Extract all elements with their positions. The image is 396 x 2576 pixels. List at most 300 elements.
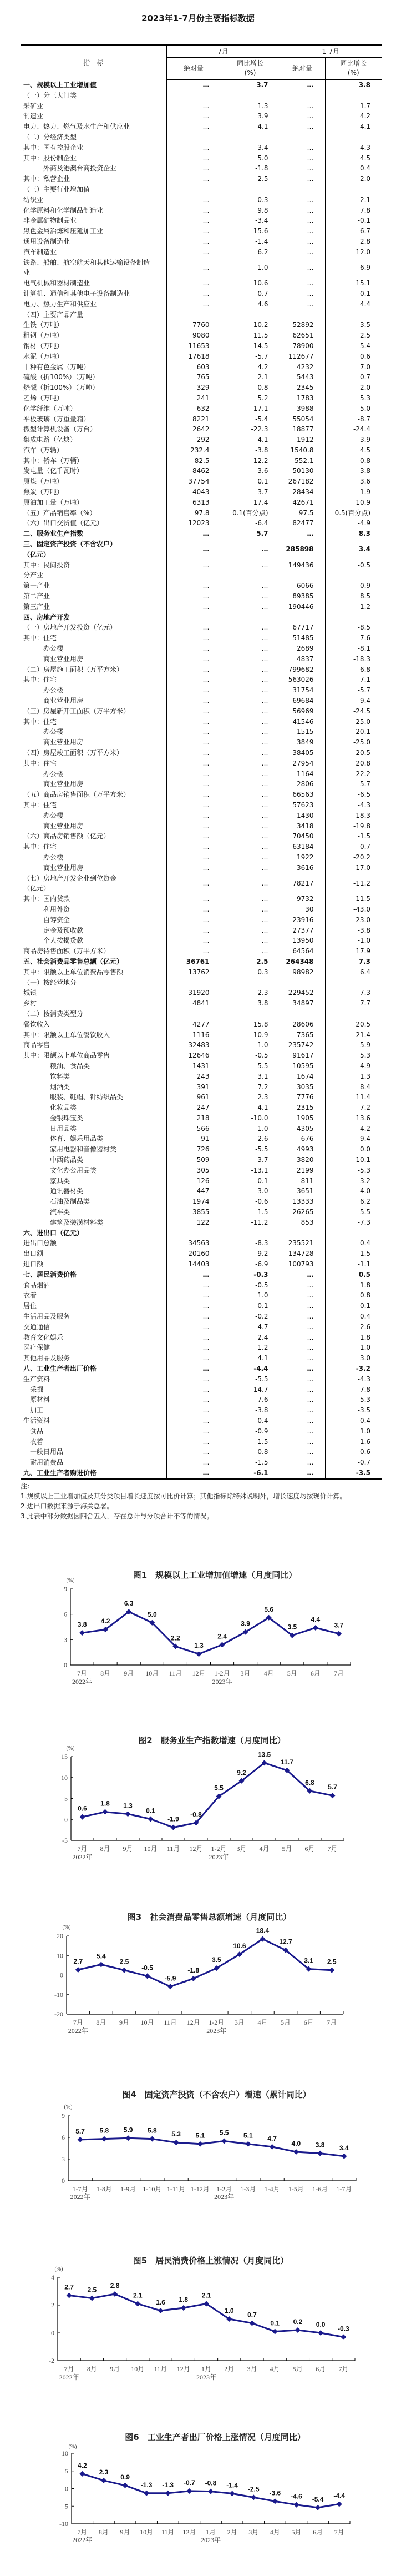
- data-label: 2.1: [201, 2291, 211, 2300]
- cum-absolute: …: [280, 226, 325, 237]
- data-label: 5.5: [219, 2129, 229, 2137]
- row-label: 其中：限额以上单位商品零售: [23, 1051, 110, 1060]
- month-yoy: 10.2: [221, 320, 280, 330]
- row-label: 商品房待售面积（万平方米）: [23, 947, 110, 955]
- table-row: [21, 1364, 382, 1374]
- x-tick-label: 7月: [327, 2019, 337, 2026]
- month-yoy: 2.5: [221, 957, 280, 967]
- row-label: 十种有色金属（万吨）: [23, 363, 90, 371]
- y-axis-unit: (%): [54, 2266, 63, 2272]
- data-point-marker: [145, 1973, 150, 1979]
- month-yoy: 4.6: [221, 299, 280, 310]
- row-label: 通用设备制造业: [23, 237, 70, 245]
- row-label: 办公楼: [23, 686, 64, 695]
- row-label: （一）分三大门类: [23, 91, 77, 99]
- x-tick-label: 11月: [161, 2528, 175, 2536]
- month-yoy: …: [221, 737, 280, 748]
- table-row: [21, 1124, 382, 1134]
- cum-absolute: …: [280, 1364, 325, 1374]
- x-tick-label: 4月: [270, 2365, 280, 2373]
- x-tick-label: 7月: [333, 1669, 344, 1677]
- month-yoy: -5.5: [221, 1144, 280, 1155]
- table-row: [21, 1155, 382, 1165]
- row-label: 家具类: [23, 1176, 70, 1185]
- row-label: 一般日用品: [23, 1448, 64, 1456]
- month-yoy: …: [221, 831, 280, 842]
- month-absolute: …: [166, 1447, 221, 1457]
- cum-absolute: …: [280, 143, 325, 153]
- data-label: -0.8: [205, 2479, 217, 2487]
- data-label: 2.5: [87, 2286, 97, 2294]
- cum-yoy: 20.5: [325, 1019, 382, 1030]
- month-absolute: [166, 90, 221, 101]
- cum-absolute: 4232: [280, 362, 325, 373]
- page-title: 2023年1-7月份主要指标数据: [141, 13, 255, 23]
- cum-absolute: …: [280, 79, 325, 90]
- cum-yoy: 0.7: [325, 372, 382, 383]
- month-absolute: …: [166, 831, 221, 842]
- row-label: 食品烟酒: [23, 1281, 50, 1289]
- month-absolute: …: [166, 748, 221, 758]
- cum-absolute: 7776: [280, 1092, 325, 1103]
- y-tick-label: 20: [57, 1932, 63, 1940]
- row-label: 乡村: [23, 999, 37, 1008]
- data-point-marker: [98, 1961, 104, 1967]
- data-label: 1.6: [156, 2298, 165, 2306]
- data-label: 5.1: [195, 2131, 205, 2140]
- row-label: 采矿业: [23, 102, 44, 110]
- data-label: 6.8: [305, 1778, 314, 1787]
- month-absolute: …: [166, 101, 221, 112]
- month-yoy: 1.0: [221, 1040, 280, 1050]
- series-line: [78, 1939, 332, 1987]
- cum-absolute: …: [280, 299, 325, 310]
- cum-absolute: …: [280, 1311, 325, 1322]
- month-yoy: …: [221, 622, 280, 633]
- cum-absolute: 799682: [280, 665, 325, 675]
- month-yoy: …: [221, 789, 280, 800]
- cum-absolute: 3849: [280, 737, 325, 748]
- row-label: 其中：股份制企业: [23, 154, 77, 162]
- cum-yoy: 0.6: [325, 351, 382, 362]
- cum-yoy: 8.5: [325, 591, 382, 602]
- month-yoy: 7.2: [221, 1082, 280, 1093]
- cum-yoy: [325, 184, 382, 195]
- data-label: 10.6: [233, 1942, 246, 1950]
- cum-yoy: -2.6: [325, 1322, 382, 1332]
- cum-absolute: [280, 1009, 325, 1019]
- x-tick-label: 5月: [292, 2365, 303, 2373]
- table-row: [21, 1082, 382, 1093]
- cum-absolute: 41546: [280, 717, 325, 727]
- data-point-marker: [79, 1630, 85, 1636]
- data-label: 6.3: [124, 1599, 134, 1608]
- row-label: （五）产品销售率（%）: [23, 509, 97, 517]
- cum-yoy: [325, 570, 382, 581]
- month-yoy: 3.8: [221, 998, 280, 1009]
- table-row: [21, 769, 382, 779]
- x-tick-label: 8月: [100, 1669, 111, 1677]
- month-absolute: 14403: [166, 1259, 221, 1270]
- month-yoy: 4.1: [221, 1353, 280, 1364]
- row-label: 微型计算机设备（万台）: [23, 425, 97, 434]
- cum-absolute: [280, 90, 325, 101]
- cum-yoy: 1.9: [325, 487, 382, 497]
- x-tick-label: 5月: [282, 1845, 292, 1853]
- cum-yoy: -43.0: [325, 904, 382, 915]
- month-absolute: 17618: [166, 351, 221, 362]
- cum-yoy: 5.3: [325, 1050, 382, 1061]
- month-absolute: 91: [166, 1134, 221, 1144]
- month-absolute: 3855: [166, 1207, 221, 1217]
- month-yoy: -0.4: [221, 1416, 280, 1426]
- month-absolute: …: [166, 935, 221, 946]
- x-tick-label: 9月: [120, 2528, 130, 2536]
- row-label: 定金及预收款: [23, 926, 84, 934]
- month-absolute: …: [166, 215, 221, 226]
- data-label: 0.2: [293, 2318, 303, 2326]
- month-yoy: -5.5: [221, 1374, 280, 1385]
- row-label: 其中：限额以上单位消费品零售额: [23, 968, 124, 976]
- x-tick-label: 7月: [327, 1845, 338, 1853]
- month-yoy: -0.3: [221, 195, 280, 205]
- cum-yoy: 21.4: [325, 1030, 382, 1040]
- table-row: [21, 258, 382, 279]
- month-absolute: …: [166, 675, 221, 685]
- month-absolute: …: [166, 1374, 221, 1385]
- cum-yoy: 4.1: [325, 122, 382, 132]
- month-yoy: 6.2: [221, 247, 280, 258]
- data-label: -4.4: [333, 2492, 346, 2500]
- y-tick-label: 0: [51, 2329, 54, 2337]
- month-absolute: …: [166, 163, 221, 174]
- x-tick-label: 12月: [176, 2365, 190, 2373]
- row-label: 三、固定资产投资（不含农户） （亿元）: [23, 540, 117, 559]
- month-absolute: …: [166, 1364, 221, 1374]
- table-row: [21, 518, 382, 529]
- cum-yoy: -24.4: [325, 424, 382, 435]
- table-row: [21, 717, 382, 727]
- cum-yoy: [325, 1009, 382, 1019]
- cum-yoy: 9.4: [325, 1134, 382, 1144]
- cum-absolute: …: [280, 101, 325, 112]
- table-row: [21, 800, 382, 811]
- data-label: 5.8: [148, 2126, 157, 2135]
- table-row: [21, 591, 382, 602]
- cum-yoy: -20.2: [325, 852, 382, 863]
- table-row: [21, 1207, 382, 1217]
- row-label: 个人按揭贷款: [23, 937, 84, 945]
- month-absolute: …: [166, 685, 221, 696]
- data-label: -0.5: [141, 1964, 153, 1972]
- table-row: [21, 205, 382, 216]
- row-label: （四）主要产品产量: [23, 310, 84, 319]
- month-yoy: -3.4: [221, 215, 280, 226]
- month-yoy: …: [221, 643, 280, 654]
- x-tick-label: 1-8月: [96, 2185, 112, 2193]
- table-row: [21, 215, 382, 226]
- table-row: [21, 404, 382, 414]
- month-absolute: …: [166, 821, 221, 832]
- cum-yoy: -5.3: [325, 1395, 382, 1405]
- month-absolute: …: [166, 1468, 221, 1479]
- month-yoy: …: [221, 727, 280, 737]
- cum-absolute: …: [280, 153, 325, 164]
- month-absolute: …: [166, 1270, 221, 1280]
- month-absolute: …: [166, 717, 221, 727]
- x-tick-label: 1-4月: [264, 2185, 280, 2193]
- header-cumulative: 1-7月: [280, 45, 382, 58]
- month-absolute: 218: [166, 1113, 221, 1124]
- table-row: [21, 957, 382, 967]
- y-axis-unit: (%): [68, 2444, 77, 2450]
- month-absolute: 292: [166, 435, 221, 445]
- row-label: 生产资料: [23, 1375, 50, 1383]
- cum-absolute: 4993: [280, 1144, 325, 1155]
- month-absolute: 4841: [166, 998, 221, 1009]
- row-label: 商业营业用房: [23, 863, 84, 872]
- data-point-marker: [144, 2491, 149, 2496]
- year-label: 2023年: [196, 2373, 217, 2381]
- x-tick-label: 12月: [182, 2528, 196, 2536]
- data-label: 2.7: [73, 1957, 83, 1965]
- cum-absolute: …: [280, 1395, 325, 1405]
- month-absolute: 7760: [166, 320, 221, 330]
- month-yoy: 1.0: [221, 258, 280, 279]
- data-point-marker: [89, 2296, 95, 2301]
- month-yoy: -0.5: [221, 1050, 280, 1061]
- cum-yoy: 0.5: [325, 1270, 382, 1280]
- x-tick-label: 4月: [259, 1845, 270, 1853]
- table-row: [21, 1457, 382, 1468]
- month-yoy: 15.6: [221, 226, 280, 237]
- month-absolute: …: [166, 789, 221, 800]
- data-label: 2.5: [119, 1958, 129, 1966]
- table-row: [21, 988, 382, 998]
- row-label: （五）商品房销售面积（万平方米）: [23, 791, 130, 799]
- cum-absolute: 853: [280, 1217, 325, 1228]
- month-yoy: -13.1: [221, 1165, 280, 1176]
- month-absolute: …: [166, 560, 221, 571]
- table-row: [21, 174, 382, 184]
- row-label: 商业营业用房: [23, 780, 84, 788]
- table-row: [21, 915, 382, 925]
- cum-yoy: [325, 310, 382, 320]
- table-row: [21, 289, 382, 299]
- cum-yoy: -6.5: [325, 789, 382, 800]
- cum-yoy: [325, 978, 382, 988]
- x-tick-label: 12月: [186, 2019, 200, 2026]
- table-row: [21, 1447, 382, 1457]
- cum-yoy: -11.5: [325, 894, 382, 904]
- table-row: [21, 320, 382, 330]
- month-absolute: 2642: [166, 424, 221, 435]
- row-label: 日用品类: [23, 1124, 77, 1133]
- month-yoy: …: [221, 779, 280, 789]
- x-tick-label: 1-3月: [240, 2185, 256, 2193]
- data-point-marker: [317, 2151, 323, 2156]
- cum-absolute: 3820: [280, 1155, 325, 1165]
- month-yoy: 9.8: [221, 205, 280, 216]
- month-absolute: 11653: [166, 341, 221, 351]
- header-month: 7月: [166, 45, 280, 58]
- row-label: 进出口总额: [23, 1239, 57, 1247]
- cum-yoy: -7.3: [325, 1217, 382, 1228]
- table-row: [21, 1280, 382, 1291]
- table-row: [21, 748, 382, 758]
- x-tick-label: 1-11月: [166, 2185, 186, 2193]
- data-point-marker: [171, 1825, 176, 1830]
- data-label: 3.5: [211, 1956, 221, 1964]
- month-absolute: …: [166, 706, 221, 717]
- cum-yoy: 3.0: [325, 1353, 382, 1364]
- row-label: 第二产业: [23, 592, 50, 601]
- data-point-marker: [174, 2140, 179, 2145]
- month-yoy: -9.2: [221, 1249, 280, 1259]
- month-absolute: 566: [166, 1124, 221, 1134]
- data-point-marker: [221, 2139, 227, 2144]
- data-label: 1.0: [224, 2307, 234, 2315]
- cum-absolute: 30: [280, 904, 325, 915]
- cum-absolute: 563026: [280, 675, 325, 685]
- data-label: 5.3: [171, 2130, 181, 2139]
- cum-absolute: 229452: [280, 988, 325, 998]
- x-tick-label: 7月: [77, 2528, 88, 2536]
- row-label: 办公楼: [23, 769, 64, 778]
- data-label: 3.8: [315, 2141, 325, 2149]
- header-indicator: 指 标: [21, 45, 166, 79]
- data-label: -1.9: [167, 1815, 179, 1823]
- row-label: 原煤（万吨）: [23, 477, 64, 486]
- month-yoy: -12.2: [221, 456, 280, 466]
- y-tick-label: 0: [62, 2177, 65, 2185]
- row-label: 电力、热力、燃气及水生产和供应业: [23, 123, 130, 131]
- row-label: 交通通信: [23, 1322, 50, 1331]
- row-label: 电力、热力生产和供应业: [23, 300, 97, 308]
- month-yoy: …: [221, 821, 280, 832]
- table-row: [21, 299, 382, 310]
- month-yoy: -1.0: [221, 1124, 280, 1134]
- cum-yoy: -24.5: [325, 706, 382, 717]
- month-absolute: 126: [166, 1176, 221, 1186]
- data-label: 5.7: [328, 1783, 337, 1792]
- month-yoy: 0.3: [221, 967, 280, 978]
- series-line: [80, 2138, 344, 2156]
- table-row: [21, 1134, 382, 1144]
- data-label: 12.7: [279, 1938, 292, 1946]
- year-label: 2023年: [214, 2193, 235, 2201]
- cum-absolute: 64564: [280, 946, 325, 957]
- month-absolute: …: [166, 654, 221, 665]
- month-absolute: 97.8: [166, 508, 221, 519]
- month-yoy: …: [221, 581, 280, 591]
- table-row: [21, 153, 382, 164]
- cum-yoy: -2.1: [325, 195, 382, 205]
- row-label: 制造业: [23, 112, 44, 120]
- table-row: [21, 706, 382, 717]
- data-point-marker: [101, 2136, 107, 2142]
- month-absolute: [166, 132, 221, 143]
- table-row: [21, 310, 382, 320]
- cum-yoy: 7.0: [325, 362, 382, 373]
- month-absolute: …: [166, 925, 221, 936]
- year-label: 2022年: [72, 1853, 93, 1861]
- cum-absolute: 1164: [280, 769, 325, 779]
- table-row: [21, 821, 382, 832]
- table-row: [21, 1426, 382, 1437]
- cum-yoy: 1.7: [325, 101, 382, 112]
- row-label: 纺织业: [23, 195, 44, 204]
- table-row: [21, 362, 382, 373]
- row-label: （二）按消费类型分: [23, 1009, 84, 1018]
- month-absolute: 765: [166, 372, 221, 383]
- month-absolute: 961: [166, 1092, 221, 1103]
- table-row: [21, 79, 382, 90]
- data-label: 2.3: [99, 2468, 109, 2476]
- row-label: 粮油、食品类: [23, 1061, 90, 1070]
- cum-yoy: -0.1: [325, 215, 382, 226]
- row-label: 居住: [23, 1302, 37, 1310]
- cum-yoy: 2.5: [325, 330, 382, 341]
- cum-absolute: 3988: [280, 404, 325, 414]
- cum-yoy: -18.3: [325, 811, 382, 821]
- cum-yoy: -0.5: [325, 560, 382, 571]
- month-yoy: -22.3: [221, 424, 280, 435]
- data-point-marker: [270, 2144, 275, 2150]
- cum-absolute: 26265: [280, 1207, 325, 1217]
- cum-yoy: 0.7: [325, 842, 382, 852]
- data-label: 0.0: [316, 2321, 326, 2328]
- year-label: 2022年: [72, 1678, 93, 1686]
- table-row: [21, 1249, 382, 1259]
- month-absolute: 32483: [166, 1040, 221, 1050]
- cum-yoy: 0.4: [325, 163, 382, 174]
- month-yoy: 0.1(百分点): [221, 508, 280, 519]
- month-absolute: …: [166, 1280, 221, 1291]
- month-yoy: 5.2: [221, 393, 280, 404]
- cum-yoy: 1.5: [325, 1249, 382, 1259]
- cum-yoy: -0.7: [325, 1457, 382, 1468]
- data-label: 5.6: [264, 1605, 274, 1613]
- cum-yoy: -3.8: [325, 925, 382, 936]
- data-label: 2.5: [327, 1958, 337, 1966]
- cum-yoy: -19.8: [325, 821, 382, 832]
- cum-absolute: …: [280, 1290, 325, 1301]
- row-label: 汽车（万辆）: [23, 446, 64, 454]
- data-point-marker: [245, 2141, 251, 2147]
- table-row: [21, 278, 382, 289]
- table-row: [21, 1228, 382, 1239]
- line-chart-5: [0, 2243, 396, 2415]
- cum-yoy: 0.6: [325, 1447, 382, 1457]
- table-row: [21, 1385, 382, 1395]
- row-label: 其他用品及服务: [23, 1354, 70, 1362]
- series-line: [69, 2291, 344, 2337]
- table-row: [21, 1030, 382, 1040]
- month-absolute: 36761: [166, 957, 221, 967]
- row-label: （四）房屋竣工面积（万平方米）: [23, 749, 124, 757]
- header-cum-absolute: 绝对量: [280, 58, 325, 80]
- row-label: 水泥（万吨）: [23, 352, 64, 360]
- x-tick-label: 7月: [334, 2528, 344, 2536]
- data-point-marker: [336, 1631, 342, 1637]
- month-absolute: 12646: [166, 1050, 221, 1061]
- cum-yoy: 4.3: [325, 143, 382, 153]
- cum-yoy: 0.4: [325, 1238, 382, 1249]
- row-label: 办公楼: [23, 645, 64, 653]
- month-yoy: 2.5: [221, 174, 280, 184]
- month-absolute: 8462: [166, 466, 221, 476]
